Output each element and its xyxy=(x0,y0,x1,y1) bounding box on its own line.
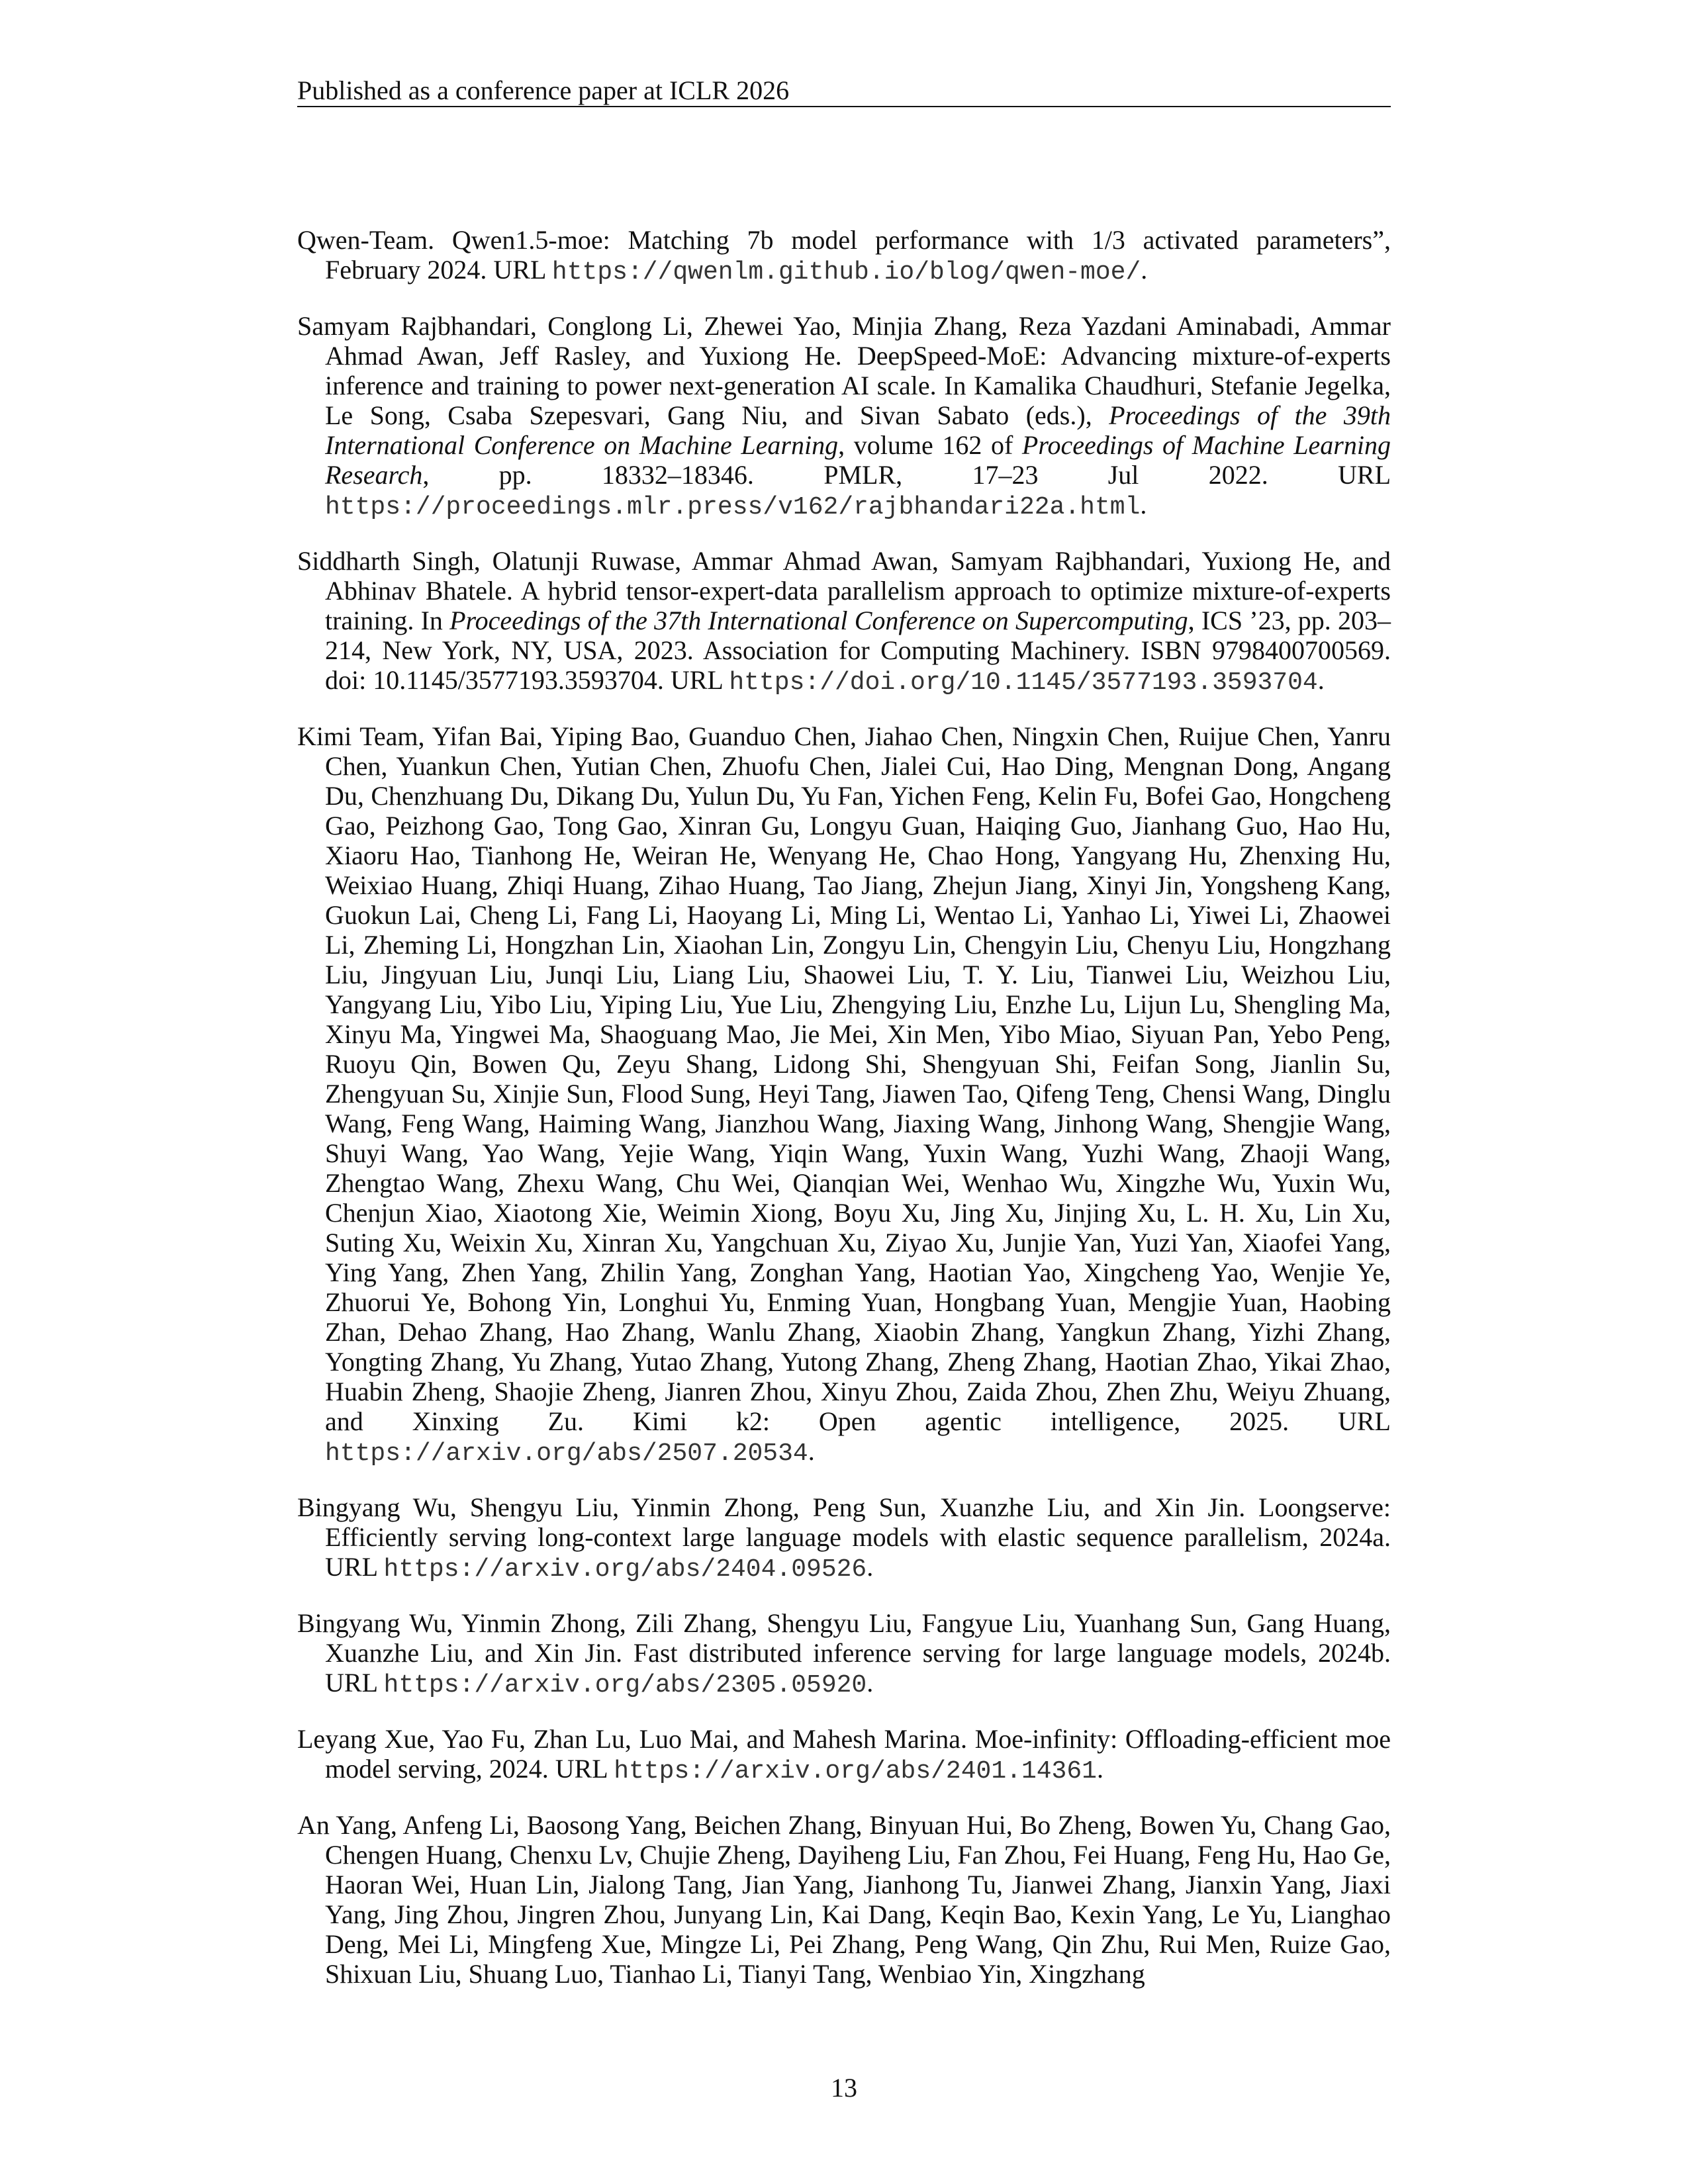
reference-text: . xyxy=(867,1552,874,1582)
reference-venue: Proceedings of the 37th International Conference on Supercomputing xyxy=(449,606,1188,635)
running-header: Published as a conference paper at ICLR 2026 xyxy=(297,75,790,105)
reference-entry xyxy=(297,1492,1391,1584)
header-rule xyxy=(297,106,1391,107)
page-number: 13 xyxy=(831,2073,857,2103)
reference-text: Qwen-Team. Qwen1.5-moe: Matching 7b model performance with 1/3 activated parameters”, February 2024. URL xyxy=(297,225,1391,285)
reference-url-link[interactable]: https://arxiv.org/abs/2507.20534 xyxy=(325,1439,808,1468)
reference-entry xyxy=(297,1724,1391,1786)
reference-text: Samyam Rajbhandari, Conglong Li, Zhewei Yao, Minjia Zhang, Reza Yazdani Aminabadi, Ammar Ahmad Awan, Jeff Rasley, and Yuxiong He. DeepSpeed-MoE: Advancing mixture-of-experts inference and training to power next-generation AI scale. In Kamalika Chaudhuri, Stefanie Jegelka, Le Song, Csaba Szepesvari, Gang Niu, and Sivan Sabato (eds.), xyxy=(297,311,1391,430)
reference-url-link[interactable]: https://proceedings.mlr.press/v162/rajbhandari22a.html xyxy=(325,493,1141,522)
reference-text: , ICS ’23, pp. 203–214, New York, NY, USA, 2023. Association for Computing Machinery. ISBN 9798400700569. doi: 10.1145/3577193.3593704. URL xyxy=(325,606,1391,695)
reference-entry xyxy=(297,1810,1391,1989)
reference-text: An Yang, Anfeng Li, Baosong Yang, Beichen Zhang, Binyuan Hui, Bo Zheng, Bowen Yu, Chang Gao, Chengen Huang, Chenxu Lv, Chujie Zheng, Dayiheng Liu, Fan Zhou, Fei Huang, Feng Hu, Hao Ge, Haoran Wei, Huan Lin, Jialong Tang, Jian Yang, Jianhong Tu, Jianwei Zhang, Jianxin Yang, Jiaxi Yang, Jing Zhou, Jingren Zhou, Junyang Lin, Kai Dang, Keqin Bao, Kexin Yang, Le Yu, Lianghao Deng, Mei Li, Mingfeng Xue, Mingze Li, Pei Zhang, Peng Wang, Qin Zhu, Rui Men, Ruize Gao, Shixuan Liu, Shuang Luo, Tianhao Li, Tianyi Tang, Wenbiao Yin, Xingzhang xyxy=(297,1810,1391,1989)
reference-entry xyxy=(297,225,1391,287)
reference-entry xyxy=(297,546,1391,698)
reference-entry xyxy=(297,1608,1391,1700)
reference-text: Kimi Team, Yifan Bai, Yiping Bao, Guanduo Chen, Jiahao Chen, Ningxin Chen, Ruijue Chen, Yanru Chen, Yuankun Chen, Yutian Chen, Zhuofu Chen, Jialei Cui, Hao Ding, Mengnan Dong, Angang Du, Chenzhuang Du, Dikang Du, Yulun Du, Yu Fan, Yichen Feng, Kelin Fu, Bofei Gao, Hongcheng Gao, Peizhong Gao, Tong Gao, Xinran Gu, Longyu Guan, Haiqing Guo, Jianhang Guo, Hao Hu, Xiaoru Hao, Tianhong He, Weiran He, Wenyang He, Chao Hong, Yangyang Hu, Zhenxing Hu, Weixiao Huang, Zhiqi Huang, Zihao Huang, Tao Jiang, Zhejun Jiang, Xinyi Jin, Yongsheng Kang, Guokun Lai, Cheng Li, Fang Li, Haoyang Li, Ming Li, Wentao Li, Yanhao Li, Yiwei Li, Zhaowei Li, Zheming Li, Hongzhan Lin, Xiaohan Lin, Zongyu Lin, Chengyin Liu, Chenyu Liu, Hongzhang Liu, Jingyuan Liu, Junqi Liu, Liang Liu, Shaowei Liu, T. Y. Liu, Tianwei Liu, Weizhou Liu, Yangyang Liu, Yibo Liu, Yiping Liu, Yue Liu, Zhengying Liu, Enzhe Lu, Lijun Lu, Shengling Ma, Xinyu Ma, Yingwei Ma, Shaoguang Mao, Jie Mei, Xin Men, Yibo Miao, Siyuan Pan, Yebo Peng, Ruoyu Qin, Bowen Qu, Zeyu Shang, Lidong Shi, Shengyuan Shi, Feifan Song, Jianlin Su, Zhengyuan Su, Xinjie Sun, Flood Sung, Heyi Tang, Jiawen Tao, Qifeng Teng, Chensi Wang, Dinglu Wang, Feng Wang, Haiming Wang, Jianzhou Wang, Jiaxing Wang, Jinhong Wang, Shengjie Wang, Shuyi Wang, Yao Wang, Yejie Wang, Yiqin Wang, Yuxin Wang, Yuzhi Wang, Zhaoji Wang, Zhengtao Wang, Zhexu Wang, Chu Wei, Qianqian Wei, Wenhao Wu, Xingzhe Wu, Yuxin Wu, Chenjun Xiao, Xiaotong Xie, Weimin Xiong, Boyu Xu, Jing Xu, Jinjing Xu, L. H. Xu, Lin Xu, Suting Xu, Weixin Xu, Xinran Xu, Yangchuan Xu, Ziyao Xu, Junjie Yan, Yuzi Yan, Xiaofei Yang, Ying Yang, Zhen Yang, Zhilin Yang, Zonghan Yang, Haotian Yao, Xingcheng Yao, Wenjie Ye, Zhuorui Ye, Bohong Yin, Longhui Yu, Enming Yuan, Hongbang Yuan, Mengjie Yuan, Haobing Zhan, Dehao Zhang, Hao Zhang, Wanlu Zhang, Xiaobin Zhang, Yangkun Zhang, Yizhi Zhang, Yongting Zhang, Yu Zhang, Yutao Zhang, Yutong Zhang, Zheng Zhang, Haotian Zhao, Yikai Zhao, Huabin Zheng, Shaojie Zheng, Jianren Zhou, Xinyu Zhou, Zaida Zhou, Zhen Zhu, Weiyu Zhuang, and Xinxing Zu. Kimi k2: Open agentic intelligence, 2025. URL xyxy=(297,721,1391,1436)
reference-text: . xyxy=(867,1668,874,1698)
reference-text: , volume 162 of xyxy=(838,430,1022,460)
reference-text: Bingyang Wu, Shengyu Liu, Yinmin Zhong, Peng Sun, Xuanzhe Liu, and Xin Jin. Loongserve: Efficiently serving long-context large language models with elastic sequence parallelism, 2024a. URL xyxy=(297,1492,1391,1582)
reference-text: . xyxy=(1141,255,1148,285)
reference-text: . xyxy=(1140,490,1147,520)
reference-url-link[interactable]: https://doi.org/10.1145/3577193.3593704 xyxy=(729,668,1318,697)
reference-entry xyxy=(297,721,1391,1469)
reference-text: Bingyang Wu, Yinmin Zhong, Zili Zhang, Shengyu Liu, Fangyue Liu, Yuanhang Sun, Gang Huang, Xuanzhe Liu, and Xin Jin. Fast distributed inference serving for large language models, 2024b. URL xyxy=(297,1608,1391,1698)
reference-venue: Proceedings of the 39th International Conference on Machine Learning xyxy=(325,400,1391,460)
reference-list xyxy=(297,225,1391,2013)
reference-text: , pp. 18332–18346. PMLR, 17–23 Jul 2022. URL xyxy=(422,460,1391,490)
reference-url-link[interactable]: https://arxiv.org/abs/2305.05920 xyxy=(383,1671,867,1700)
reference-entry xyxy=(297,311,1391,522)
reference-url-link[interactable]: https://qwenlm.github.io/blog/qwen-moe/ xyxy=(551,258,1141,287)
reference-text: Siddharth Singh, Olatunji Ruwase, Ammar Ahmad Awan, Samyam Rajbhandari, Yuxiong He, and Abhinav Bhatele. A hybrid tensor-expert-data parallelism approach to optimize mixture-of-experts training. In xyxy=(297,546,1391,635)
reference-url-link[interactable]: https://arxiv.org/abs/2401.14361 xyxy=(614,1757,1097,1786)
reference-text: . xyxy=(1317,665,1325,695)
reference-text: . xyxy=(808,1436,815,1466)
reference-text: Leyang Xue, Yao Fu, Zhan Lu, Luo Mai, and Mahesh Marina. Moe-infinity: Offloading-efficient moe model serving, 2024. URL xyxy=(297,1724,1391,1784)
reference-venue: Proceedings of Machine Learning Research xyxy=(325,430,1391,490)
reference-url-link[interactable]: https://arxiv.org/abs/2404.09526 xyxy=(383,1555,867,1584)
reference-text: . xyxy=(1096,1754,1103,1784)
